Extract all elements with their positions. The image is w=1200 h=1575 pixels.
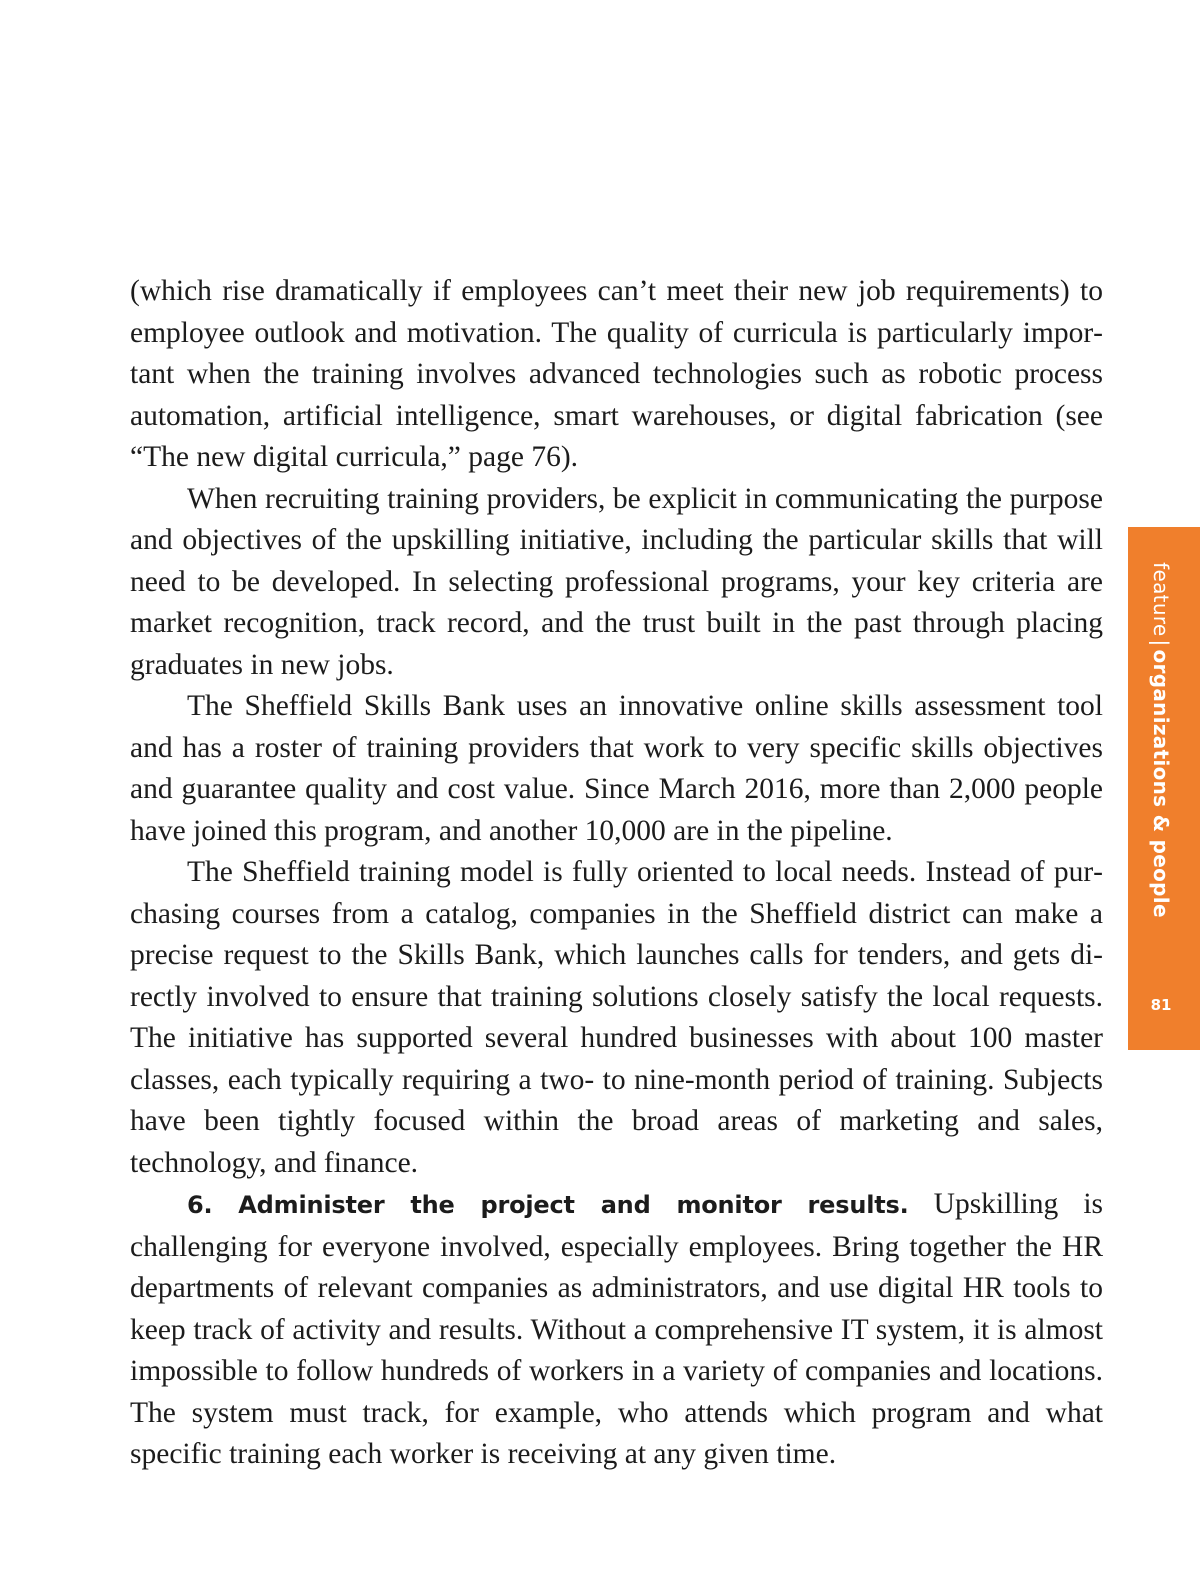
paragraph-4-text: The Sheffield training model is fully oriented to local needs. Instead of purchasing courses from a catalog, companies in the Sheffield district can make a precise request to the Skills Bank, which launches calls for tenders, and gets directly involved to ensure that training solutions closely satisfy the local requests. The initiative has supported several hundred businesses with about 100 master classes, each typically requiring a two- to nine-month period of training. Subjects have been tightly focused within the broad areas of marketing and sales, technology, and finance.	[130, 856, 1103, 1179]
paragraph-4	[130, 852, 1103, 1184]
page-number: 81	[1150, 996, 1172, 1014]
paragraph-5	[130, 1184, 1103, 1476]
section-divider: |	[1149, 639, 1173, 647]
paragraph-3	[130, 686, 1103, 852]
paragraph-3-text: The Sheffield Skills Bank uses an innovative online skills assessment tool and has a roster of training providers that work to very specific skills objectives and guarantee quality and cost value. Since March 2016, more than 2,000 people have joined this program, and another 10,000 are in the pipeline.	[130, 690, 1103, 847]
paragraph-2	[130, 479, 1103, 687]
paragraph-5-text: Upskilling is challenging for everyone involved, especially employees. Bring together the HR departments of relevant companies as administrators, and use digital HR tools to keep track of activity and results. Without a comprehensive IT system, it is almost impossible to follow hundreds of workers in a variety of companies and locations. The system must track, for example, who attends which program and what specific training each worker is receiving at any given time.	[130, 1188, 1103, 1470]
paragraph-2-text: When recruiting training providers, be explicit in communicating the purpose and objectives of the upskilling initiative, including the particular skills that will need to be developed. In selecting professional programs, your key criteria are market recognition, track record, and the trust built in the past through placing graduates in new jobs.	[130, 482, 1103, 681]
section-name: organizations & people	[1149, 649, 1173, 918]
paragraph-1-text: (which rise dramatically if employees can’t meet their new job requirements) to employee outlook and motivation. The quality of curricula is particularly important when the training involves advanced technologies such as robotic process automation, artificial intelligence, smart warehouses, or digital fabrication (see “The new digital curricula,” page 76).	[130, 275, 1103, 473]
section-tab-label	[1149, 562, 1173, 918]
section-kicker: feature	[1149, 562, 1173, 637]
paragraph-1	[130, 271, 1103, 479]
step-heading: 6. Administer the project and monitor results.	[187, 1191, 909, 1219]
article-body	[130, 271, 1103, 1476]
